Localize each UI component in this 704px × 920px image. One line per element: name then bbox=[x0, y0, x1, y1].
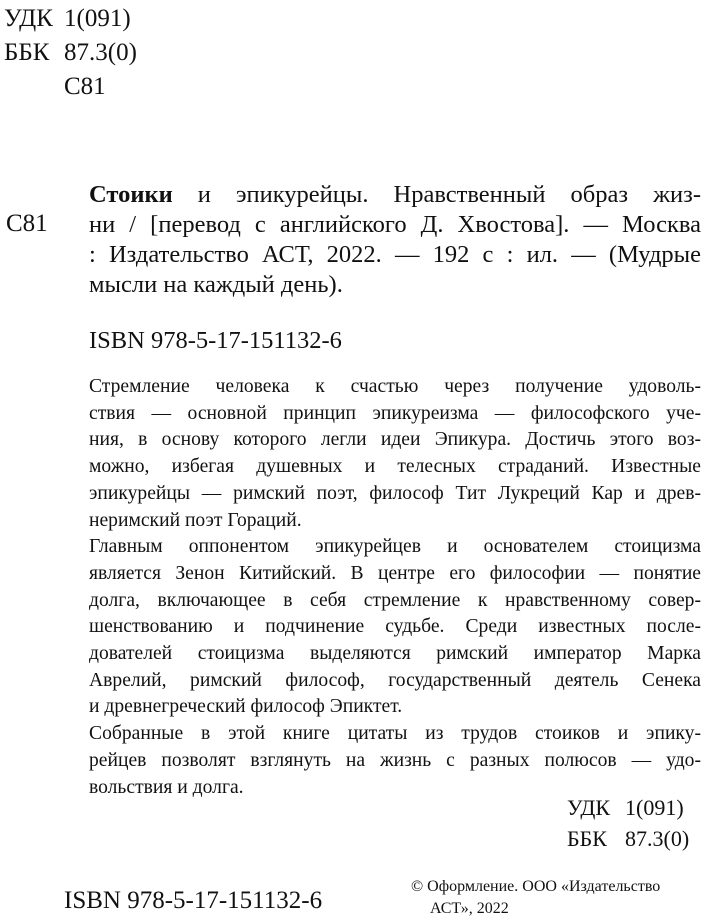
annotation-line: дователей стоицизма выделяются римский император Марка bbox=[89, 643, 701, 665]
isbn-record: ISBN 978-5-17-151132-6 bbox=[89, 327, 342, 354]
annotation bbox=[89, 374, 701, 801]
bbk-code-bottom bbox=[567, 824, 689, 854]
title-bold: Стоики bbox=[89, 181, 173, 208]
record-line-3: : Издательство АСТ, 2022. — 192 с : ил. — (Мудрые bbox=[89, 241, 701, 268]
isbn-bottom: ISBN 978-5-17-151132-6 bbox=[64, 887, 323, 914]
annotation-line: вольствия и долга. bbox=[89, 776, 244, 798]
bbk-value: 87.3(0) bbox=[64, 39, 137, 66]
annotation-line: Собранные в этой книге цитаты из трудов стоиков и эпику- bbox=[89, 723, 701, 745]
annotation-line: рейцев позволят взглянуть на жизнь с разных полюсов — удо- bbox=[89, 749, 701, 771]
annotation-line: ствия — основной принцип эпикуреизма — философского уче- bbox=[89, 402, 701, 424]
bbk-label: ББК bbox=[4, 39, 50, 66]
annotation-line: шенствованию и подчинение судьбе. Среди известных после- bbox=[89, 616, 701, 638]
udk-value-bottom: 1(091) bbox=[625, 795, 684, 820]
bbk-value-bottom: 87.3(0) bbox=[625, 826, 690, 851]
udk-code-top bbox=[4, 4, 131, 34]
title-rest: и эпикурейцы. Нравственный образ жиз- bbox=[172, 181, 701, 208]
annotation-line: долга, включающее в себя стремление к нравственному совер- bbox=[89, 589, 701, 611]
record-line-4: мысли на каждый день). bbox=[89, 271, 343, 298]
annotation-line: эпикурейцы — римский поэт, философ Тит Лукреций Кар и древ- bbox=[89, 482, 701, 504]
annotation-line: Стремление человека к счастью через получение удоволь- bbox=[89, 376, 701, 397]
bbk-label-bottom: ББК bbox=[567, 826, 607, 851]
udk-label-bottom: УДК bbox=[567, 795, 611, 820]
author-mark-top: С81 bbox=[64, 73, 106, 100]
annotation-line: Главным оппонентом эпикурейцев и основателем стоицизма bbox=[89, 536, 701, 558]
copyright-line-2: АСТ», 2022 bbox=[430, 900, 509, 917]
annotation-line: неримский поэт Гораций. bbox=[89, 509, 302, 531]
annotation-line: и древнегреческий философ Эпиктет. bbox=[89, 696, 403, 718]
annotation-line: Аврелий, римский философ, государственный деятель Сенека bbox=[89, 669, 701, 691]
udk-value: 1(091) bbox=[64, 5, 131, 32]
record-line-1 bbox=[89, 180, 701, 210]
udk-label: УДК bbox=[4, 5, 53, 32]
annotation-line: можно, избегая душевных и телесных страданий. Известные bbox=[89, 456, 701, 478]
copyright-line-1: © Оформление. ООО «Издательство bbox=[411, 878, 661, 895]
annotation-line: ния, в основу которого легли идеи Эпикура. Достичь этого воз- bbox=[89, 429, 701, 451]
annotation-line: является Зенон Китийский. В центре его философии — понятие bbox=[89, 562, 701, 584]
udk-code-bottom bbox=[567, 793, 684, 823]
bbk-code-top bbox=[4, 38, 137, 68]
author-mark-record: С81 bbox=[6, 210, 48, 237]
bibliographic-record bbox=[89, 180, 701, 300]
record-line-2: ни / [перевод с английского Д. Хвостова]. — Москва bbox=[89, 211, 701, 238]
